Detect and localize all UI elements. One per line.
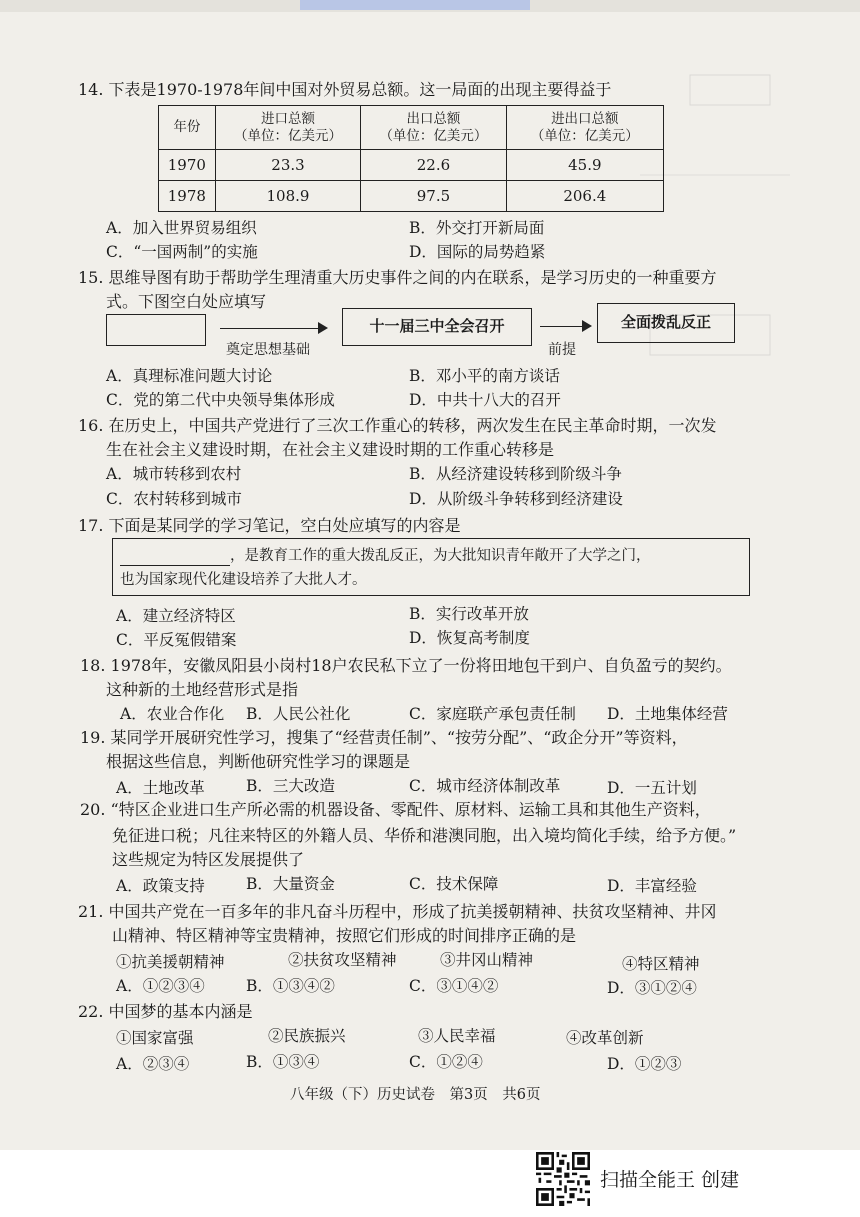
header-export: 出口总额 （单位：亿美元） xyxy=(361,106,506,150)
q20-option-c: C．技术保障 xyxy=(409,875,499,893)
table-cell: 108.9 xyxy=(215,181,361,212)
q18-stem-cont: 这种新的土地经营形式是指 xyxy=(106,680,299,699)
q15-stem: 15. 思维导图有助于帮助学生理清重大历史事件之间的内在联系，是学习历史的一种重要方 xyxy=(78,268,717,287)
q17-stem: 17. 下面是某同学的学习笔记，空白处应填写的内容是 xyxy=(78,516,461,535)
table-cell: 22.6 xyxy=(361,150,506,181)
q15-option-c: C．党的第二代中央领导集体形成 xyxy=(106,391,335,409)
q19-stem: 19. 某同学开展研究性学习，搜集了“经营责任制”、“按劳分配”、“政企分开”等资料， xyxy=(80,728,688,747)
study-note-line1: ，是教育工作的重大拨乱反正，为大批知识青年敞开了大学之门， xyxy=(120,546,651,566)
study-note-line2: 也为国家现代化建设培养了大批人才。 xyxy=(120,572,367,588)
q18-option-a: A．农业合作化 xyxy=(120,705,225,723)
q16-option-a: A．城市转移到农村 xyxy=(106,465,242,483)
q15-option-d: D．中共十八大的召开 xyxy=(409,391,561,409)
q21-item-4: ④特区精神 xyxy=(622,955,700,973)
q18-option-d: D．土地集体经营 xyxy=(607,705,728,723)
q20-stem-cont: 免征进口税；凡往来特区的外籍人员、华侨和港澳同胞，出入境均简化手续，给予方便。” xyxy=(112,826,737,845)
q20-stem: 20. “特区企业进口生产所必需的机器设备、零配件、原材料、运输工具和其他生产资料， xyxy=(80,800,711,819)
q20-option-a: A．政策支持 xyxy=(116,877,205,895)
q20-option-b: B．大量资金 xyxy=(246,875,335,893)
q22-item-3: ③人民幸福 xyxy=(418,1027,496,1045)
scanner-watermark: 扫描全能王 创建 xyxy=(600,1169,740,1191)
q18-option-c: C．家庭联产承包责任制 xyxy=(409,705,576,723)
q22-option-a: A．②③④ xyxy=(116,1055,190,1073)
arrow-2-label: 前提 xyxy=(548,342,576,358)
trade-table xyxy=(158,105,664,212)
q14-option-c: C．“一国两制”的实施 xyxy=(106,243,258,261)
q17-option-a: A．建立经济特区 xyxy=(116,607,236,625)
q19-option-d: D．一五计划 xyxy=(607,779,697,797)
q14-stem: 14. 下表是1970-1978年间中国对外贸易总额。这一局面的出现主要得益于 xyxy=(78,80,612,99)
q15-option-a: A．真理标准问题大讨论 xyxy=(106,367,273,385)
q14-option-d: D．国际的局势趋紧 xyxy=(409,243,546,261)
table-cell: 23.3 xyxy=(215,150,361,181)
q16-option-b: B．从经济建设转移到阶级斗争 xyxy=(409,465,622,483)
arrow-1-head xyxy=(318,322,328,334)
header-import: 进口总额 （单位：亿美元） xyxy=(215,106,361,150)
table-cell: 1970 xyxy=(159,150,216,181)
table-cell: 1978 xyxy=(159,181,216,212)
mindmap-right-text: 全面拨乱反正 xyxy=(620,313,711,331)
arrow-2 xyxy=(540,326,584,327)
mindmap-blank-box xyxy=(106,314,206,346)
q22-option-c: C．①②④ xyxy=(409,1053,483,1071)
q16-option-c: C．农村转移到城市 xyxy=(106,490,242,508)
q16-stem: 16. 在历史上，中国共产党进行了三次工作重心的转移，两次发生在民主革命时期，一次发 xyxy=(78,416,717,435)
scan-blue-strip xyxy=(300,0,530,10)
q15-option-b: B．邓小平的南方谈话 xyxy=(409,367,560,385)
q20-option-d: D．丰富经验 xyxy=(607,877,697,895)
q22-stem: 22. 中国梦的基本内涵是 xyxy=(78,1002,253,1021)
q19-option-c: C．城市经济体制改革 xyxy=(409,777,561,795)
table-cell: 97.5 xyxy=(361,181,506,212)
arrow-2-head xyxy=(582,320,592,332)
q14-option-b: B．外交打开新局面 xyxy=(409,219,545,237)
q22-option-d: D．①②③ xyxy=(607,1055,682,1073)
q22-item-1: ①国家富强 xyxy=(116,1029,194,1047)
header-total: 进出口总额 （单位：亿美元） xyxy=(506,106,663,150)
table-row xyxy=(159,181,664,212)
q17-option-d: D．恢复高考制度 xyxy=(409,629,530,647)
table-row xyxy=(159,150,664,181)
q21-item-2: ②扶贫攻坚精神 xyxy=(288,951,397,969)
arrow-1-label: 奠定思想基础 xyxy=(226,342,310,358)
q22-item-4: ④改革创新 xyxy=(566,1029,644,1047)
table-header-row xyxy=(159,106,664,150)
q17-option-c: C．平反冤假错案 xyxy=(116,631,237,649)
q17-option-b: B．实行改革开放 xyxy=(409,605,529,623)
page-footer: 八年级（下）历史试卷 第3页 共6页 xyxy=(290,1087,541,1103)
q16-option-d: D．从阶级斗争转移到经济建设 xyxy=(409,490,623,508)
qr-code-icon xyxy=(536,1152,590,1206)
q15-stem-cont: 式。下图空白处应填写 xyxy=(106,292,267,311)
arrow-1 xyxy=(220,328,320,329)
q21-item-1: ①抗美援朝精神 xyxy=(116,953,225,971)
q19-option-a: A．土地改革 xyxy=(116,779,205,797)
table-cell: 45.9 xyxy=(506,150,663,181)
q21-stem-cont: 山精神、特区精神等宝贵精神，按照它们形成的时间排序正确的是 xyxy=(112,926,577,945)
q20-stem-cont2: 这些规定为特区发展提供了 xyxy=(112,850,305,869)
q21-stem: 21. 中国共产党在一百多年的非凡奋斗历程中，形成了抗美援朝精神、扶贫攻坚精神、井冈 xyxy=(78,902,717,921)
answer-blank xyxy=(120,549,230,566)
q21-option-b: B．①③④② xyxy=(246,977,335,995)
q21-option-c: C．③①④② xyxy=(409,977,499,995)
q21-item-3: ③井冈山精神 xyxy=(440,951,534,969)
table-cell: 206.4 xyxy=(506,181,663,212)
q22-option-b: B．①③④ xyxy=(246,1053,320,1071)
mindmap-center-text: 十一届三中全会召开 xyxy=(369,317,505,335)
q21-option-a: A．①②③④ xyxy=(116,977,205,995)
header-year: 年份 xyxy=(159,106,216,150)
q19-option-b: B．三大改造 xyxy=(246,777,335,795)
q21-option-d: D．③①②④ xyxy=(607,979,697,997)
q18-option-b: B．人民公社化 xyxy=(246,705,351,723)
q18-stem: 18. 1978年，安徽凤阳县小岗村18户农民私下立了一份将田地包干到户、自负盈亏的契约。 xyxy=(80,656,732,675)
q14-option-a: A．加入世界贸易组织 xyxy=(106,219,257,237)
q16-stem-cont: 生在社会主义建设时期，在社会主义建设时期的工作重心转移是 xyxy=(106,440,555,459)
q19-stem-cont: 根据这些信息，判断他研究性学习的课题是 xyxy=(106,752,411,771)
q22-item-2: ②民族振兴 xyxy=(268,1027,346,1045)
